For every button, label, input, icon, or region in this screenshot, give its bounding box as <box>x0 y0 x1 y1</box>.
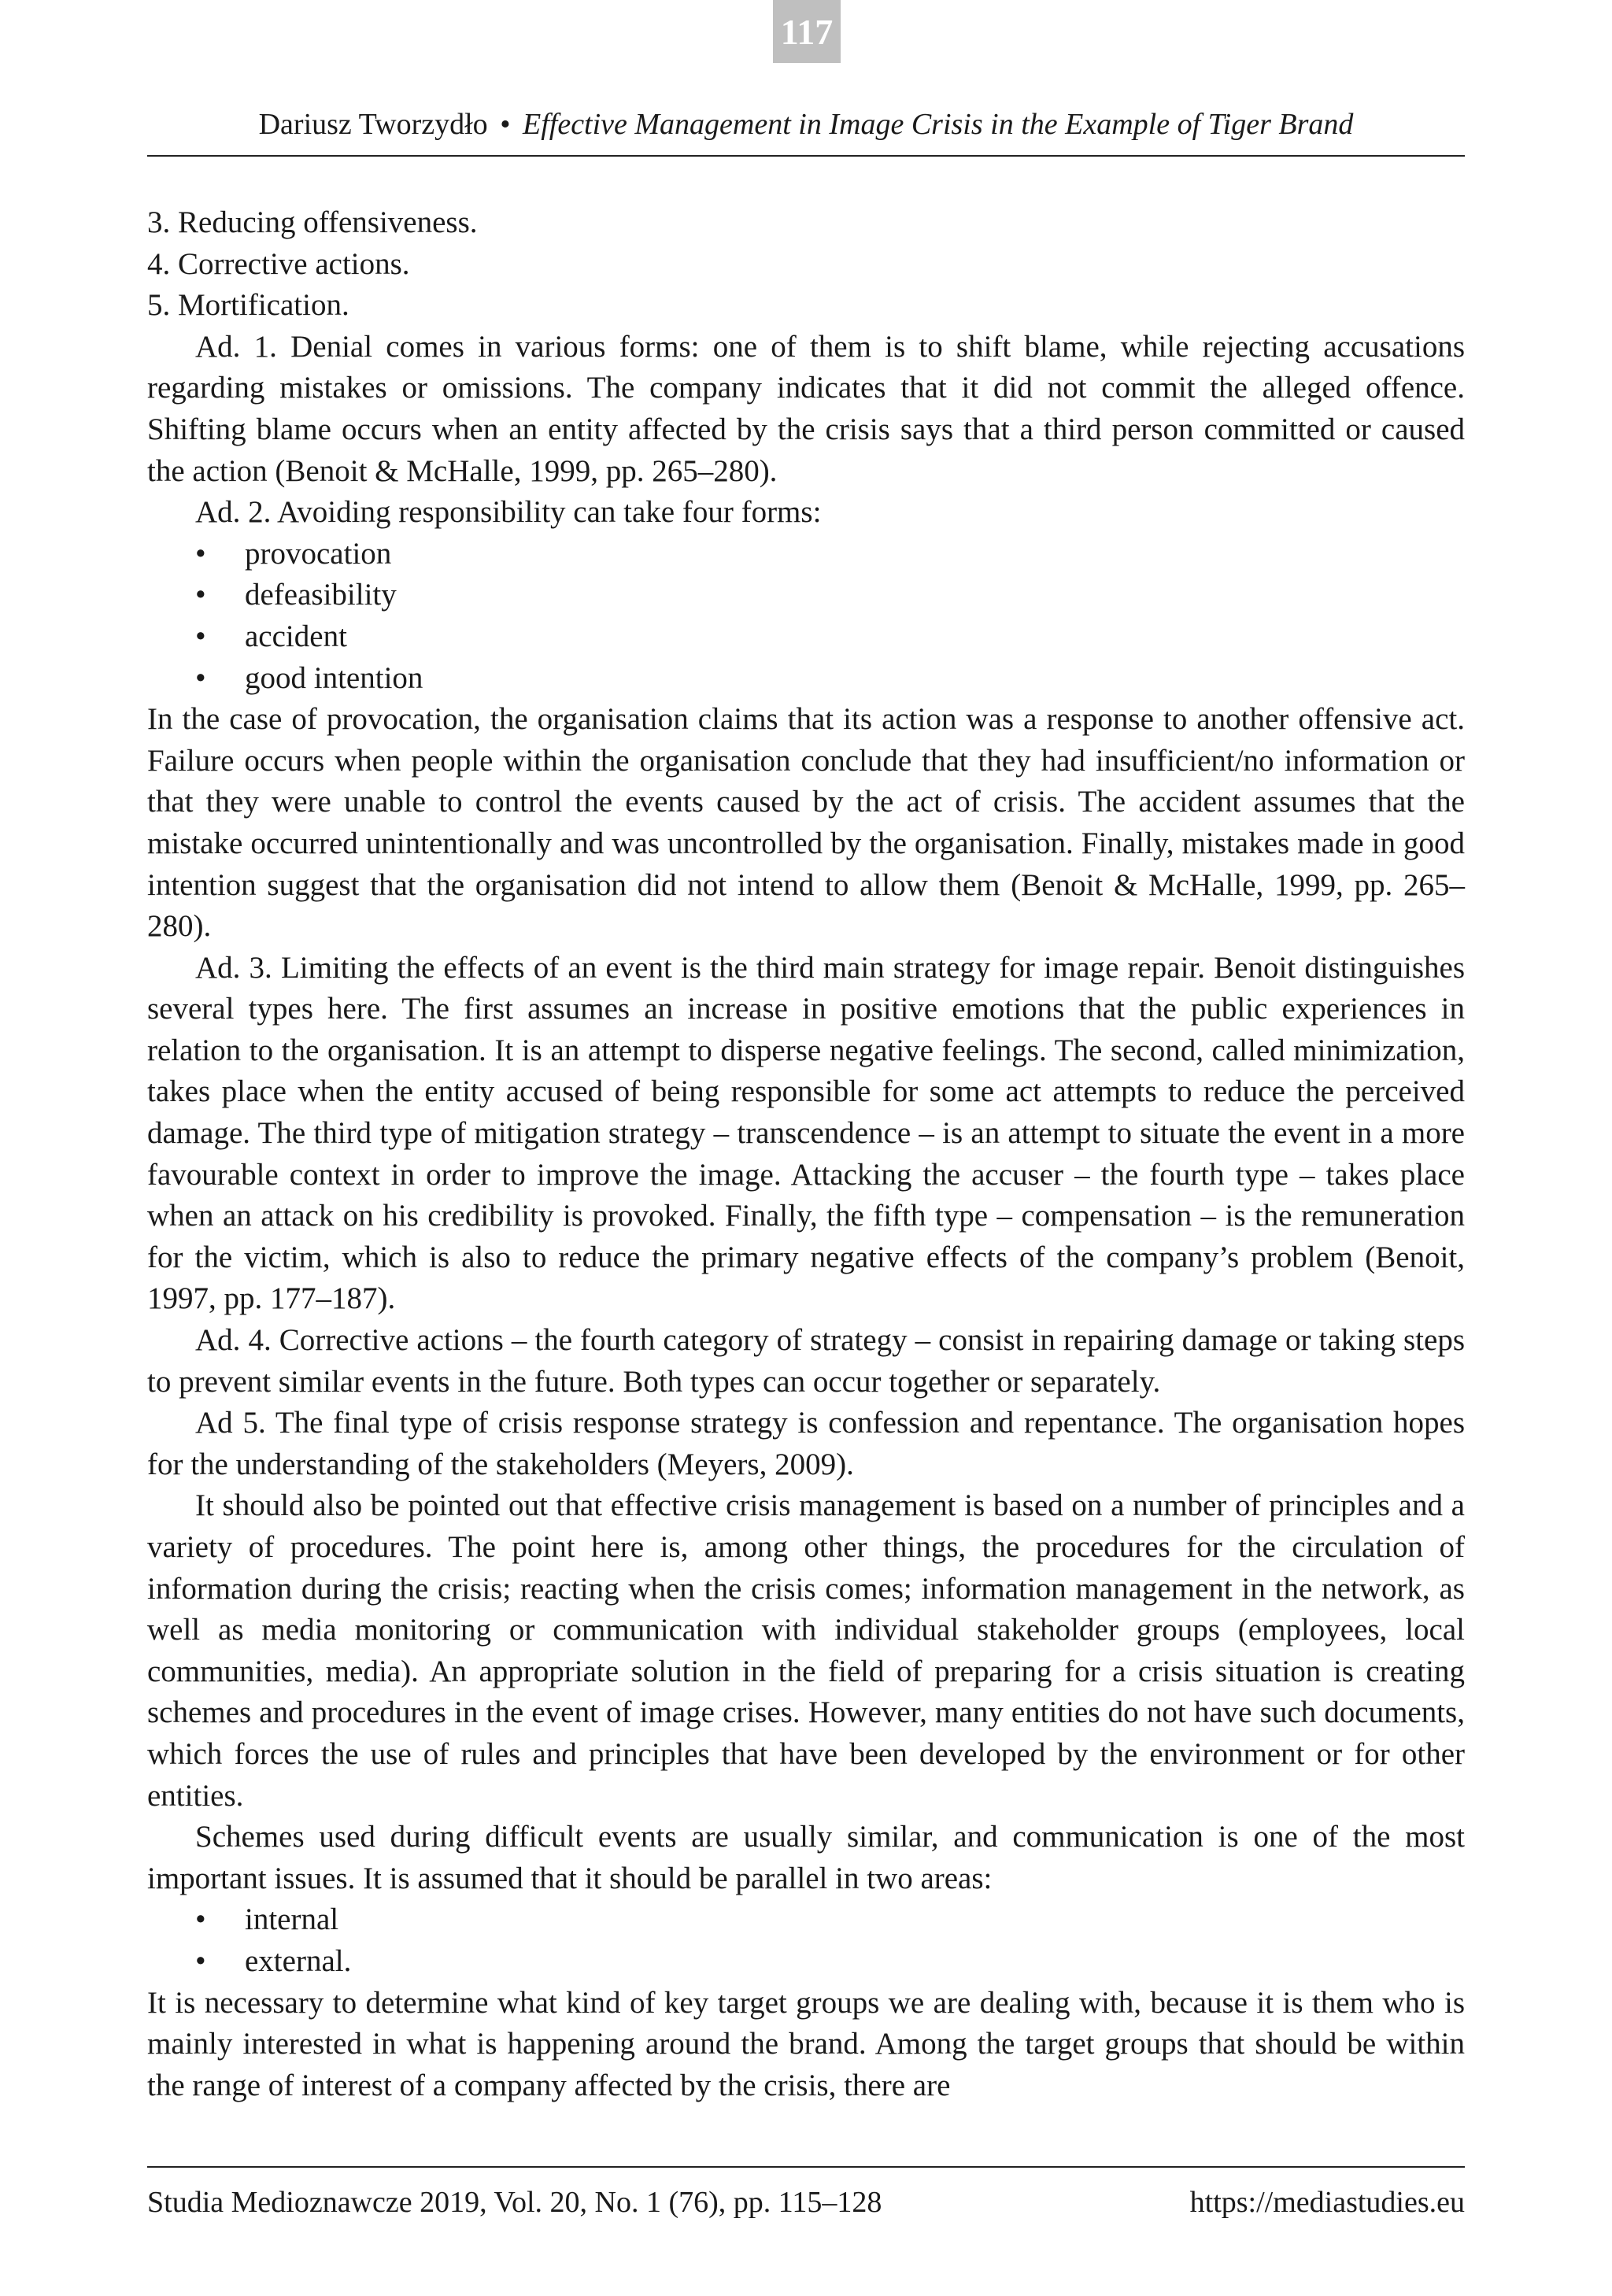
header-article-title: Effective Management in Image Crisis in the Example of Tiger Brand <box>523 108 1354 141</box>
paragraph-principles: It should also be pointed out that effective crisis management is based on a number of principles and a variety of procedures. The point here is, among other things, the procedures for the circulation of information during the crisis; reacting when the crisis comes; information management in the network, as well as media monitoring or communication with individual stakeholder groups (employees, local communities, media). An appropriate solution in the field of preparing for a crisis situation is creating schemes and procedures in the event of image crises. However, many entities do not have such documents, which forces the use of rules and principles that have been developed by the environment or for other entities. <box>147 1488 1465 1813</box>
forms-list <box>147 534 1465 699</box>
bullet-item: • defeasibility <box>147 575 1465 616</box>
article-body <box>147 202 1465 2106</box>
footer-citation: Studia Medioznawcze 2019, Vol. 20, No. 1 (76), pp. 115–128 <box>147 2186 882 2219</box>
footer-url[interactable]: https://mediastudies.eu <box>1189 2186 1465 2219</box>
list-item-5: 5. Mortification. <box>147 288 349 323</box>
page-number: 117 <box>773 0 841 63</box>
paragraph-forms: In the case of provocation, the organisation claims that its action was a response to another offensive act. Failure occurs when people within the organisation conclude that they had insufficient/no information or that they were unable to control the events caused by the act of crisis. The accident assumes that the mistake occurred unintentionally and was uncontrolled by the organisation. Finally, mistakes made in good intention suggest that the organisation did not intend to allow them (Benoit & McHalle, 1999, pp. 265–280). <box>147 702 1465 944</box>
paragraph-ad4: Ad. 4. Corrective actions – the fourth category of strategy – consist in repairing damage or taking steps to prevent similar events in the future. Both types can occur together or separately. <box>147 1323 1465 1399</box>
bullet-item: • external. <box>147 1941 1465 1983</box>
bullet-item: • provocation <box>147 534 1465 575</box>
bullet-item: • internal <box>147 1899 1465 1941</box>
header-author: Dariusz Tworzydło <box>258 108 488 141</box>
bullet-item: • good intention <box>147 658 1465 700</box>
areas-list <box>147 1899 1465 1982</box>
paragraph-ad3: Ad. 3. Limiting the effects of an event is the third main strategy for image repair. Benoit distinguishes several types here. The first assumes an increase in positive emotions that the public experiences in relation to the organisation. It is an attempt to disperse negative feelings. The second, called minimization, takes place when the entity accused of being responsible for some act attempts to reduce the perceived damage. The third type of mitigation strategy – transcendence – is an attempt to situate the event in a more favourable context in order to improve the image. Attacking the accuser – the fourth type – takes place when an attack on his credibility is provoked. Finally, the fifth type – compensation – is the remuneration for the victim, which is also to reduce the primary negative effects of the company’s problem (Benoit, 1997, pp. 177–187). <box>147 950 1465 1316</box>
list-item-3: 3. Reducing offensiveness. <box>147 205 478 239</box>
header-rule <box>147 155 1465 157</box>
list-item-4: 4. Corrective actions. <box>147 246 410 281</box>
running-head <box>147 101 1465 148</box>
footer-rule <box>147 2166 1465 2168</box>
paragraph-target-groups: It is necessary to determine what kind of key target groups we are dealing with, because it is them who is mainly interested in what is happening around the brand. Among the target groups that should be within the range of interest of a company affected by the crisis, there are <box>147 1985 1465 2102</box>
bullet-item: • accident <box>147 616 1465 658</box>
header-separator: • <box>500 108 511 141</box>
paragraph-ad2: Ad. 2. Avoiding responsibility can take four forms: <box>195 495 822 530</box>
paragraph-ad1: Ad. 1. Denial comes in various forms: one of them is to shift blame, while rejecting accusations regarding mistakes or omissions. The company indicates that it did not commit the alleged offence. Shifting blame occurs when an entity affected by the crisis says that a third person committed or caused the action (Benoit & McHalle, 1999, pp. 265–280). <box>147 329 1465 488</box>
paragraph-ad5: Ad 5. The final type of crisis response strategy is confession and repentance. The organisation hopes for the understanding of the stakeholders (Meyers, 2009). <box>147 1406 1465 1481</box>
paragraph-schemes: Schemes used during difficult events are usually similar, and communication is one of the most important issues. It is assumed that it should be parallel in two areas: <box>147 1820 1465 1895</box>
